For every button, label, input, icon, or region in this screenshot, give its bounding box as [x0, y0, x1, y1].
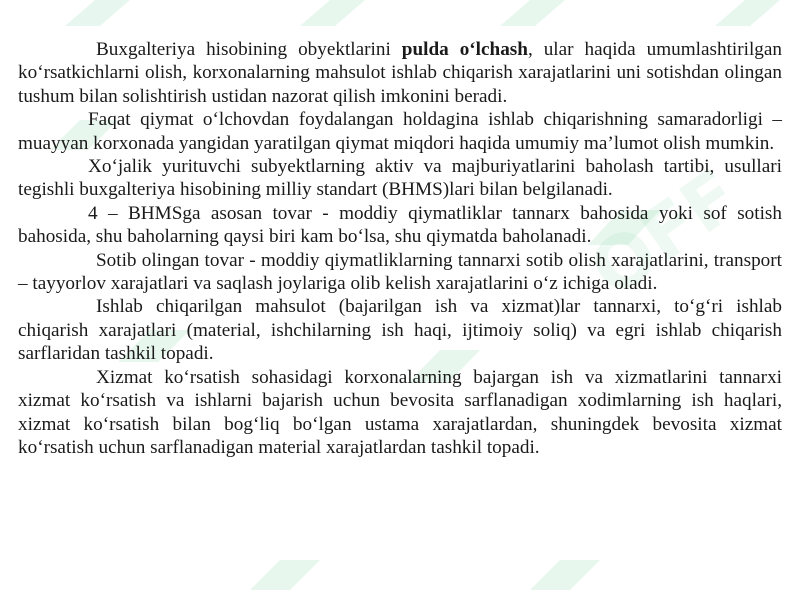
document-page — [18, 38, 782, 459]
paragraph-7: Xizmat ko‘rsatish sohasidagi korxonalarning bajargan ish va xizmatlarini tannarxi xizmat ko‘rsatish va ishlarni bajarish uchun bevosita sarflanadigan xodimlarning ish haqlari, xizmat ko‘rsatish bilan bog‘liq bo‘lgan ustama xarajatlardan, shuningdek bevosita xizmat ko‘rsatish uchun sarflanadigan material xarajatlardan tashkil topadi. — [18, 366, 782, 458]
svg-text:OFF: OFF — [574, 152, 754, 314]
paragraph-5: Sotib olingan tovar - moddiy qiymatliklarning tannarxi sotib olish xarajatlarini, transport – tayyorlov xarajatlari va saqlash joylariga olib kelish xarajatlarini o‘z ichiga oladi. — [18, 249, 782, 295]
bold-term-pulda-olchash: pulda o‘lchash — [401, 39, 528, 60]
paragraph-1 — [18, 38, 782, 108]
paragraph-4: 4 – BHMSga asosan tovar - moddiy qiymatliklar tannarx bahosida yoki sof sotish bahosida, shu baholarning qaysi biri kam bo‘lsa, shu qiymatda baholanadi. — [18, 202, 782, 248]
paragraph-1-rest: , ular haqida umumlashtirilgan ko‘rsatkichlarni olish, korxonalarning mahsulot ishlab chiqarish xarajatlarini uni sotishdan olingan tushum bilan solishtirish ustidan nazorat qilish imkonini beradi. — [18, 39, 783, 107]
paragraph-6: Ishlab chiqarilgan mahsulot (bajarilgan ish va xizmat)lar tannarxi, to‘g‘ri ishlab chiqarish xarajatlari (material, ishchilarning ish haqi, ijtimoiy soliq) va egri ishlab chiqarish sarflaridan tashkil topadi. — [18, 296, 782, 365]
paragraph-3: Xo‘jalik yurituvchi subyektlarning aktiv va majburiyatlarini baholash tartibi, usullari tegishli buxgalteriya hisobining milliy standart (BHMS)lari bilan belgilanadi. — [18, 156, 782, 201]
paragraph-2: Faqat qiymat o‘lchovdan foydalangan holdagina ishlab chiqarishning samaradorligi – muayyan korxonada yangidan yaratilgan qiymat miqdori haqida umumiy ma’lumot olish mumkin. — [18, 109, 782, 154]
paragraph-1-lead: Buxgalteriya hisobining obyektlarini — [96, 39, 402, 60]
